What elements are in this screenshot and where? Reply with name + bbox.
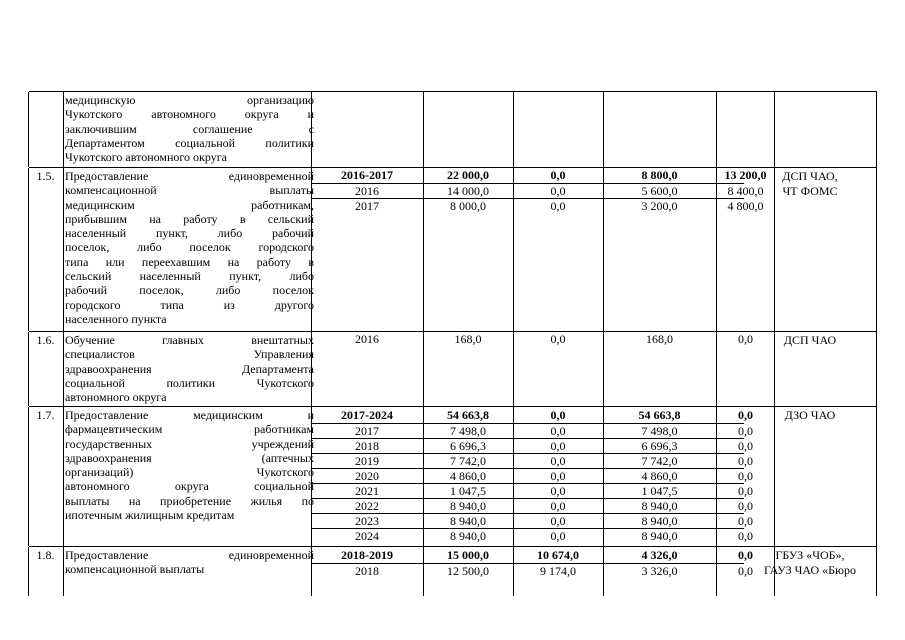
row-number: 1.7. (36, 408, 55, 422)
column-divider (63, 92, 64, 167)
year-cell: 2018-2019 (341, 548, 393, 562)
federal-cell: 0,0 (550, 332, 566, 346)
column-divider (63, 168, 64, 331)
executor-line: ГБУЗ «ЧОБ», (775, 548, 845, 562)
table-border (28, 92, 29, 167)
total-cell: 6 696,3 (450, 439, 486, 453)
executor-line: ДЗО ЧАО (784, 408, 836, 422)
federal-cell: 0,0 (550, 499, 566, 513)
federal-cell: 0,0 (550, 469, 566, 483)
funding-subrow (311, 468, 753, 483)
other-cell: 0,0 (738, 469, 753, 483)
column-divider (63, 547, 64, 596)
executor-line: ЧТ ФОМС (782, 184, 838, 198)
description-line: медицинскую организацию (65, 93, 314, 107)
description-line: здравоохранения Департамента (65, 361, 314, 376)
description-line: социальной политики Чукотского (65, 375, 314, 390)
regional-cell: 8 940,0 (641, 514, 678, 528)
regional-cell: 4 326,0 (641, 548, 678, 562)
other-cell: 0,0 (738, 439, 753, 453)
regional-cell: 5 600,0 (641, 184, 678, 198)
funding-subrow (311, 408, 753, 423)
funding-subrow (311, 548, 753, 563)
total-cell: 8 000,0 (450, 199, 486, 213)
funding-subrow (311, 563, 753, 578)
column-divider (603, 92, 604, 167)
regional-cell: 1 047,5 (641, 484, 678, 498)
other-cell: 0,0 (738, 332, 753, 346)
description-line: автономного округа (65, 390, 167, 405)
table-border (28, 168, 29, 331)
funding-subrow (311, 332, 753, 347)
federal-cell: 0,0 (550, 424, 566, 438)
other-cell: 0,0 (738, 408, 753, 422)
federal-cell: 0,0 (550, 168, 566, 182)
total-cell: 7 498,0 (450, 424, 486, 438)
year-cell: 2017-2024 (341, 408, 393, 422)
federal-cell: 0,0 (550, 439, 566, 453)
year-cell: 2024 (355, 529, 379, 543)
description-line: поселок, либо поселок городского (65, 240, 314, 255)
column-divider (876, 547, 877, 596)
column-divider (876, 407, 877, 546)
table-row (29, 546, 877, 596)
row-number: 1.6. (36, 333, 55, 347)
table-row (29, 91, 877, 167)
federal-cell: 0,0 (550, 184, 566, 198)
year-cell: 2018 (355, 439, 379, 453)
regional-cell: 3 200,0 (641, 199, 678, 213)
regional-cell: 3 326,0 (641, 564, 678, 578)
description-line: компенсационной выплаты (65, 183, 314, 198)
executor-line: ДСП ЧАО (783, 333, 837, 347)
year-cell: 2023 (355, 514, 379, 528)
other-cell: 4 800,0 (727, 199, 764, 213)
measure-description (65, 333, 314, 404)
regional-cell: 8 800,0 (641, 168, 678, 182)
year-cell: 2022 (355, 499, 379, 513)
year-cell: 2016 (355, 332, 379, 346)
other-cell: 0,0 (738, 454, 753, 468)
funding-subrow (311, 498, 753, 513)
description-line: Департаментом социальной политики (65, 135, 314, 150)
year-cell: 2018 (355, 564, 379, 578)
column-divider (876, 332, 877, 406)
year-cell: 2020 (355, 469, 379, 483)
total-cell: 8 940,0 (450, 499, 486, 513)
funding-subrow (311, 423, 753, 438)
row-number: 1.5. (36, 169, 55, 183)
measure-description (65, 93, 314, 164)
description-line: городского типа из другого (65, 297, 314, 312)
description-line: здравоохранения (аптечных (65, 450, 314, 465)
description-line: прибывшим на работу в сельский (65, 211, 314, 226)
regional-cell: 7 742,0 (641, 454, 678, 468)
federal-cell: 0,0 (550, 408, 566, 422)
description-line: Обучение главных внештатных (65, 333, 314, 347)
other-cell: 0,0 (738, 529, 753, 543)
funding-subrow (311, 438, 753, 453)
funding-subrow (311, 198, 764, 213)
other-cell: 8 400,0 (727, 184, 764, 198)
description-line: фармацевтическим работникам (65, 422, 314, 437)
total-cell: 7 742,0 (450, 454, 486, 468)
column-divider (423, 92, 424, 167)
total-cell: 4 860,0 (450, 469, 486, 483)
description-line: Чукотского автономного округа (65, 150, 227, 165)
description-line: ипотечным жилищным кредитам (65, 508, 235, 523)
regional-cell: 54 663,8 (638, 408, 681, 422)
federal-cell: 0,0 (550, 514, 566, 528)
column-divider (63, 407, 64, 546)
description-line: Предоставление единовременной (65, 169, 314, 183)
executor-cell (745, 408, 875, 423)
other-cell: 0,0 (738, 514, 753, 528)
year-cell: 2017 (355, 424, 379, 438)
column-divider (876, 92, 877, 167)
total-cell: 14 000,0 (447, 184, 489, 198)
description-line: заключившим соглашение с (65, 121, 314, 136)
regional-cell: 4 860,0 (641, 469, 678, 483)
regional-cell: 8 940,0 (641, 499, 678, 513)
description-line: типа или переехавшим на работу в (65, 254, 314, 269)
description-line: Чукотского автономного округа и (65, 107, 314, 122)
description-line: выплаты на приобретение жилья по (65, 493, 314, 508)
regional-cell: 7 498,0 (641, 424, 678, 438)
column-divider (63, 332, 64, 406)
regional-cell: 8 940,0 (641, 529, 678, 543)
year-cell: 2016 (355, 184, 379, 198)
table-row (29, 331, 877, 406)
total-cell: 15 000,0 (447, 548, 489, 562)
measure-description (65, 548, 314, 577)
table-row (29, 167, 877, 331)
total-cell: 8 940,0 (450, 514, 486, 528)
funding-subrow (311, 528, 753, 543)
total-cell: 1 047,5 (450, 484, 486, 498)
federal-cell: 9 174,0 (540, 564, 576, 578)
other-cell: 13 200,0 (724, 168, 767, 182)
total-cell: 168,0 (454, 332, 482, 346)
description-line: Предоставление единовременной (65, 548, 314, 562)
row-number: 1.8. (36, 548, 55, 562)
total-cell: 12 500,0 (447, 564, 489, 578)
other-cell: 0,0 (738, 564, 753, 578)
year-cell: 2019 (355, 454, 379, 468)
table-row (29, 406, 877, 546)
year-cell: 2016-2017 (341, 168, 393, 182)
federal-cell: 0,0 (550, 484, 566, 498)
federal-cell: 0,0 (550, 529, 566, 543)
table-border (28, 407, 29, 546)
description-line: медицинским работникам, (65, 197, 314, 212)
description-line: сельский населенный пункт, либо (65, 269, 314, 284)
measure-description (65, 169, 314, 326)
funding-subrow (311, 168, 767, 183)
description-line: Предоставление медицинским и (65, 408, 314, 422)
executor-cell (745, 169, 875, 199)
total-cell: 8 940,0 (450, 529, 486, 543)
column-divider (716, 92, 717, 167)
other-cell: 0,0 (738, 548, 753, 562)
funding-subrow (311, 513, 753, 528)
funding-subrow (311, 453, 753, 468)
description-line: специалистов Управления (65, 347, 314, 362)
description-line: рабочий поселок, либо поселок (65, 283, 314, 298)
description-line: населенного пункта (65, 311, 167, 326)
federal-cell: 10 674,0 (537, 548, 579, 562)
measure-description (65, 408, 314, 522)
executor-line: ГАУЗ ЧАО «Бюро (764, 563, 856, 577)
column-divider (876, 168, 877, 331)
description-line: организаций) Чукотского (65, 465, 314, 480)
description-line: компенсационной выплаты (65, 562, 205, 577)
regional-cell: 168,0 (646, 332, 673, 346)
executor-line: ДСП ЧАО, (782, 169, 838, 183)
executor-cell (745, 333, 875, 348)
regional-cell: 6 696,3 (641, 439, 678, 453)
other-cell: 0,0 (738, 499, 753, 513)
funding-subrow (311, 483, 753, 498)
funding-subrow (311, 183, 764, 198)
description-line: государственных учреждений (65, 436, 314, 451)
column-divider (513, 92, 514, 167)
federal-cell: 0,0 (550, 199, 566, 213)
executor-cell (745, 548, 875, 578)
total-cell: 54 663,8 (447, 408, 489, 422)
description-line: населенный пункт, либо рабочий (65, 226, 314, 241)
federal-cell: 0,0 (550, 454, 566, 468)
other-cell: 0,0 (738, 424, 753, 438)
year-cell: 2017 (355, 199, 379, 213)
other-cell: 0,0 (738, 484, 753, 498)
description-line: автономного округа социальной (65, 479, 314, 494)
column-divider (774, 92, 775, 167)
total-cell: 22 000,0 (447, 168, 489, 182)
year-cell: 2021 (355, 484, 379, 498)
